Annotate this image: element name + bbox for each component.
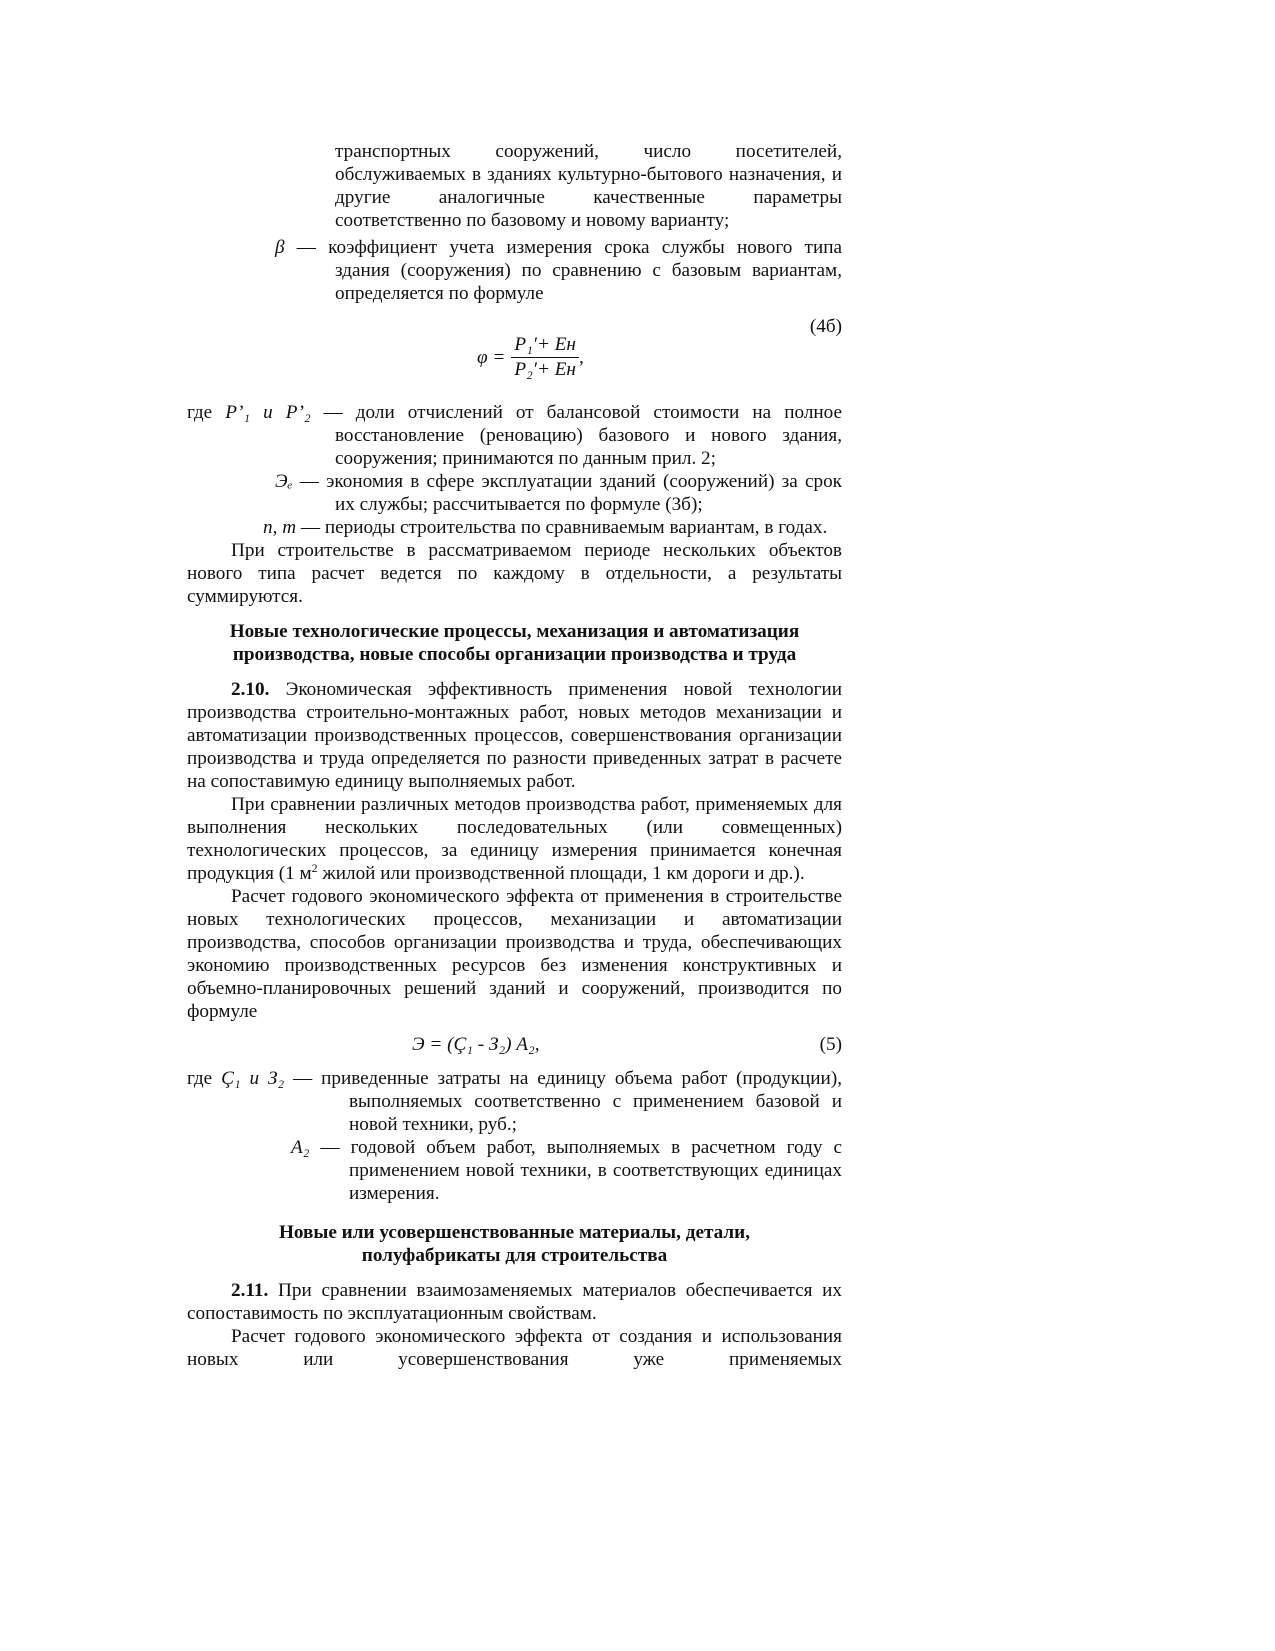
continued-definition: транспортных сооружений, число посетителей, обслуживаемых в зданиях культурно-бытового назначения, и другие аналогичные качественные параметры соответственно по базовому и новому варианту;: [335, 141, 842, 231]
compare-text-after: жилой или производственной площади, 1 км дороги и др.).: [317, 863, 805, 884]
document-page: [187, 140, 842, 1371]
beta-text: — коэффициент учета измерения срока службы нового типа здания (сооружения) по сравнению с базовым вариантам, определяется по формуле: [284, 237, 842, 304]
formula-4b-tail: ,: [578, 347, 584, 368]
formula-4b-number: (4б): [809, 316, 842, 337]
formula-4b-fraction: [511, 333, 579, 382]
paragraph-2-11: [187, 1279, 842, 1325]
superscript: 2: [311, 861, 318, 875]
e-symbol: Эₑ: [275, 471, 293, 492]
where-prefix: где: [187, 402, 226, 423]
z-definition: [187, 1067, 842, 1136]
clause-text: При сравнении взаимозаменяемых материалов обеспечивается их сопоставимость по эксплуатационным свойствам.: [187, 1280, 842, 1324]
section-heading-materials: [187, 1221, 842, 1267]
paragraph-last: Расчет годового экономического эффекта от создания и использования новых или усовершенствования уже применяемых: [187, 1326, 842, 1370]
formula-5: [187, 1033, 842, 1063]
paragraph-several-objects: При строительстве в рассматриваемом периоде нескольких объектов нового типа расчет ведется по каждому в отдельности, а результаты суммируются.: [187, 540, 842, 607]
p-definition: [187, 401, 842, 470]
where-prefix: где: [187, 1068, 222, 1089]
beta-definition: [187, 236, 842, 305]
e-definition: [187, 470, 842, 516]
formula-4b-lhs: φ =: [477, 347, 506, 368]
clause-text: Экономическая эффективность применения новой технологии производства строительно-монтажных работ, новых методов механизации и автоматизации производственных процессов, совершенствования организации производства и труда определяется по разности приведенных затрат в расчете на сопоставимую единицу выполняемых работ.: [187, 679, 842, 792]
formula-5-expression: Э = (Ç₁ - З₂) А₂,: [412, 1034, 540, 1055]
heading-line: Новые или усовершенствованные материалы, детали,: [278, 1222, 751, 1243]
nm-symbol: n, m: [263, 517, 297, 538]
heading-line: производства, новые способы организации производства и труда: [232, 644, 797, 665]
paragraph-2-10: [187, 678, 842, 793]
p-text: — доли отчислений от балансовой стоимости на полное восстановление (реновацию) базового и нового здания, сооружения; принимаются по данным прил. 2;: [310, 402, 843, 469]
section-heading-technology: [187, 620, 842, 666]
beta-symbol: β: [275, 237, 285, 258]
z-symbols: Ç₁ и З₂: [221, 1068, 285, 1089]
compare-text-before: При сравнении различных методов производства работ, применяемых для выполнения нескольких последовательных (или совмещенных) технологических процессов, за единицу измерения принимается конечная продукция (1 м: [187, 794, 842, 884]
a-symbol: А₂: [291, 1137, 310, 1158]
nm-text: — периоды строительства по сравниваемым вариантам, в годах.: [296, 517, 828, 538]
paragraph-compare-methods: [187, 793, 842, 885]
clause-number: 2.11.: [231, 1280, 269, 1301]
a-text: — годовой объем работ, выполняемых в расчетном году с применением новой техники, в соответствующих единицах измерения.: [309, 1137, 842, 1204]
a-definition: [187, 1136, 842, 1205]
p-symbols: P’₁ и P’₂: [225, 402, 311, 423]
nm-definition: [187, 516, 842, 539]
heading-line: полуфабрикаты для строительства: [361, 1245, 668, 1266]
formula-4b-denominator: P₂′+ Eн: [514, 359, 576, 380]
formula-4b: [187, 315, 842, 401]
paragraph-annual-effect: Расчет годового экономического эффекта от применения в строительстве новых технологических процессов, механизации и автоматизации производства, способов организации производства и труда, обеспечивающих экономию производственных ресурсов без изменения конструктивных и объемно-планировочных решений зданий и сооружений, производится по формуле: [187, 886, 842, 1022]
heading-line: Новые технологические процессы, механизация и автоматизация: [229, 621, 800, 642]
e-text: — экономия в сфере эксплуатации зданий (сооружений) за срок их службы; рассчитывается по формуле (3б);: [292, 471, 842, 515]
z-text: — приведенные затраты на единицу объема работ (продукции), выполняемых соответственно с применением базовой и новой техники, руб.;: [284, 1068, 843, 1135]
formula-4b-numerator: P₁′+ Eн: [511, 333, 579, 358]
formula-5-number: (5): [819, 1034, 842, 1055]
clause-number: 2.10.: [231, 679, 270, 700]
formula-4b-expression: [477, 333, 584, 382]
